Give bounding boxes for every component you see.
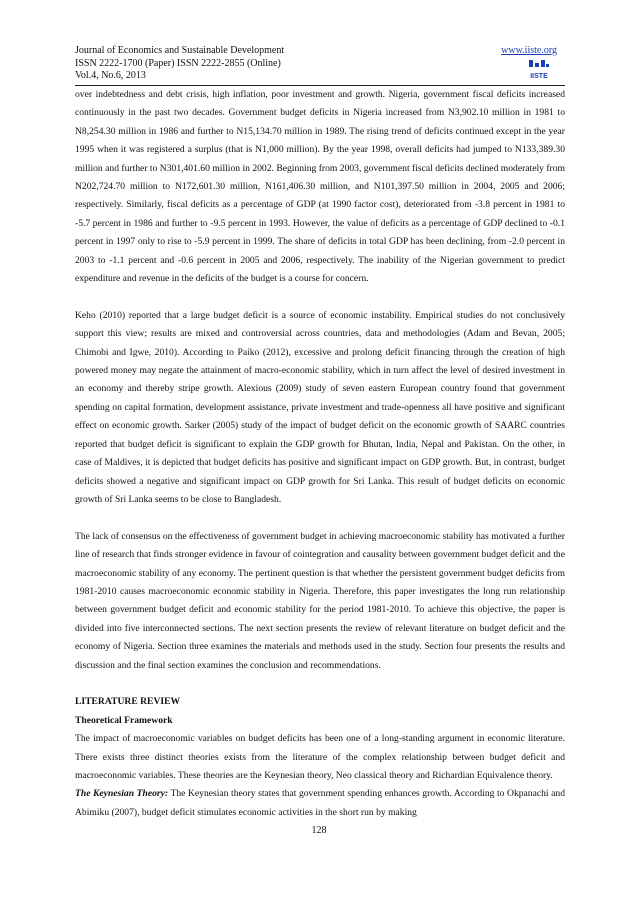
journal-url-link[interactable]: www.iiste.org (501, 45, 557, 56)
logo-text: IISTE (530, 73, 548, 80)
issn-line: ISSN 2222-1700 (Paper) ISSN 2222-2855 (Online) (75, 57, 281, 69)
keynesian-run-in-heading: The Keynesian Theory: (75, 788, 169, 800)
keynesian-text: The Keynesian theory states that government spending enhances growth. According to Okpanachi and Abimiku (2007), budget deficit stimulates economic activities in the short run by making (75, 788, 565, 818)
subsection-heading: Theoretical Framework (75, 714, 173, 726)
iiste-logo (527, 59, 551, 81)
paragraph-research-motivation: The lack of consensus on the effectiveness of government budget in achieving macroeconomic stability has motivated a further line of research that finds stronger evidence in favour of cointegration and causality between government budget deficit and the macroeconomic stability of any economy. The pertinent question is that whether the persistent government budget deficits from 1981-2010 causes macroeconomic economic stability in Nigeria. Therefore, this paper investigates the long run relationship between government budget deficit and economic stability for the period 1981-2010. To achieve this objective, the paper is divided into five interconnected sections. The next section presents the review of relevant literature on budget deficit and the economy of Nigeria. Section three examines the materials and methods used in the study. Section four presents the results and discussion and the final section examines the conclusion and recommendations. (75, 530, 565, 671)
volume-line: Vol.4, No.6, 2013 (75, 70, 146, 81)
article-body (75, 86, 565, 822)
paragraph-keynesian-theory (75, 785, 565, 822)
paragraph-empirical-studies: Keho (2010) reported that a large budget deficit is a source of economic instability. Empirical studies do not conclusively support this view; results are mixed and controversial across countries, data and methodologies (Adam and Bevan, 2005; Chimobi and Igwe, 2010). According to Paiko (2012), excessive and prolong deficit financing through the creation of high powered money may negate the attainment of macro-economic stability, which in turn affect the level of desired investment in an economy and thereby stripe growth. Alexious (2009) study of seven eastern European country found that government spending on capital formation, development assistance, private investment and trade-openness all have positive and significant effect on economic growth. Sarker (2005) study of the impact of budget deficit on the economic growth of SAARC countries reported that budget deficit is significant to explain the GDP growth for Bhutan, India, Nepal and Pakistan. On the other, in case of Maldives, it is depicted that budget deficits has positive and significant impact on GDP growth. But, in contrast, budget deficits showed a negative and significant impact on GDP growth for Sri Lanka. This result of budget deficits on economic growth of Sri Lanka seems to be close to Bangladesh. (75, 309, 565, 505)
journal-title: Journal of Economics and Sustainable Development (75, 45, 285, 56)
page-number: 128 (311, 825, 327, 836)
section-heading: LITERATURE REVIEW (75, 696, 181, 708)
paragraph-theories-intro: The impact of macroeconomic variables on budget deficits has been one of a long-standing argument in economic literature. There exists three distinct theories exists from the literature of the complex relationship between budget deficit and macroeconomic variables. These theories are the Keynesian theory, Neo classical theory and Richardian Equivalence theory. (75, 733, 565, 781)
page-header (75, 45, 565, 85)
paragraph-deficit-trends: over indebtedness and debt crisis, high inflation, poor investment and growth. Nigeria, government fiscal deficits increased continuously in the past two decades. Government budget deficits in Nigeria increased from N3,902.10 million in 1981 to N8,254.30 million in 1986 and further to N15,134.70 million in 1989. The rising trend of deficits continued except in the year 1995 when it was registered a surplus (that is N1,000 million). By the year 1998, overall deficits had jumped to N133,389.30 million and further to N301,401.60 million in 2002. Beginning from 2003, government fiscal deficits declined moderately from N202,724.70 million to N172,601.30 million, N161,406.30 million, and N101,397.50 million in 2004, 2005 and 2006; respectively. Similarly, fiscal deficits as a percentage of GDP (at 1990 factor cost), deteriorated from -3.8 percent in 1981 to -5.7 percent in 1986 and further to -9.5 percent in 1993. However, the value of deficits as a percentage of GDP declined to -0.1 percent in 1997 only to rise to -5.9 percent in 1999. The share of deficits in total GDP has been declining, from -2.0 percent in 2003 to -1.1 percent and -0.6 percent in 2005 and 2006, respectively. The inability of the Nigerian government to predict expenditure and revenue in the deficits of the budget is a course for concern. (75, 89, 565, 285)
